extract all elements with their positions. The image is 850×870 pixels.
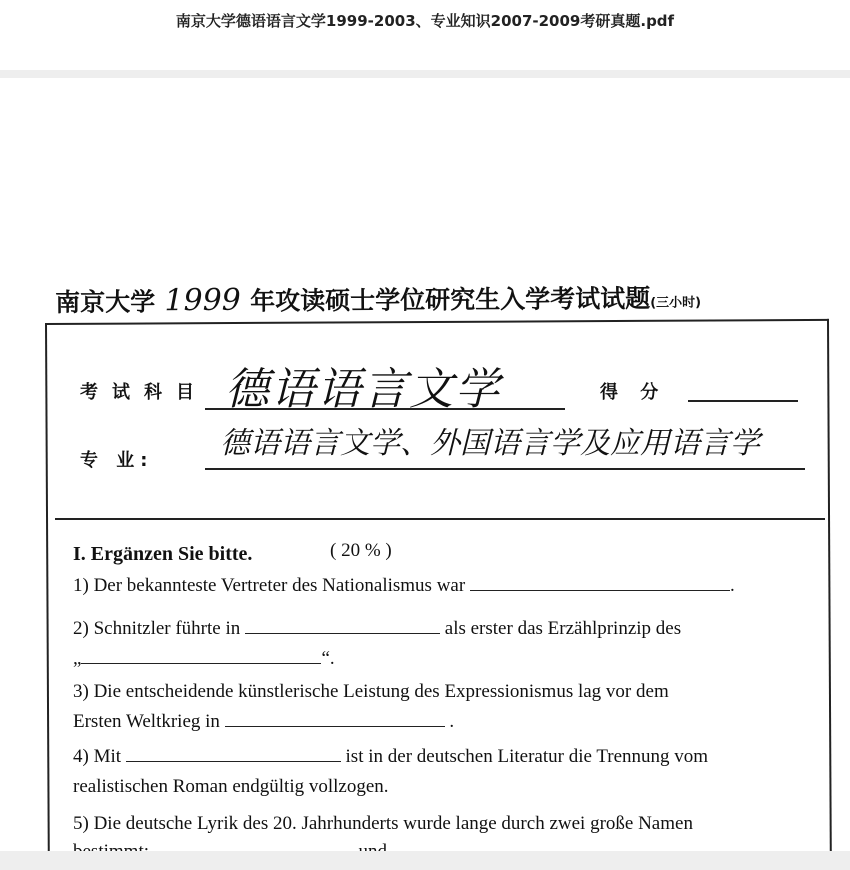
question-3 <box>73 681 669 703</box>
subject-underline <box>205 408 565 410</box>
quote-open: „ <box>73 648 82 669</box>
university-name: 南京大学 <box>55 287 156 317</box>
page-gap-bottom <box>0 851 850 870</box>
question-2-text: 2) Schnitzler führte in <box>73 618 241 639</box>
question-3-text: 3) Die entscheidende künstlerische Leistung des Expressionismus lag vor dem <box>73 681 669 702</box>
question-1-end: . <box>729 575 735 596</box>
major-label: 专 业: <box>80 450 154 471</box>
major-handwritten: 德语语言文学、外国语言学及应用语言学 <box>220 426 760 461</box>
subject-handwritten: 德语语言文学 <box>225 364 501 415</box>
header-separator <box>55 518 825 520</box>
section-title: I. Ergänzen Sie bitte. <box>73 543 253 565</box>
document-filename: 南京大学德语语言文学1999-2003、专业知识2007-2009考研真题.pdf <box>175 12 675 30</box>
page-gap-top <box>0 70 850 78</box>
question-5 <box>73 813 693 835</box>
question-4-text: 4) Mit <box>73 746 122 767</box>
question-2-cont: als erster das Erzählprinzip des <box>444 618 682 639</box>
major-underline <box>205 468 805 470</box>
blank <box>81 663 321 664</box>
score-underline <box>688 400 798 402</box>
blank <box>470 590 730 591</box>
question-1 <box>73 575 735 597</box>
exam-duration: (三小时) <box>650 295 702 311</box>
exam-heading-text: 年攻读硕士学位研究生入学考试试题 <box>250 283 651 316</box>
exam-heading <box>55 278 835 319</box>
question-4-line2 <box>73 776 389 798</box>
question-4-cont: ist in der deutschen Literatur die Trennung vom <box>345 746 709 767</box>
pdf-page <box>0 78 850 851</box>
subject-label: 考试科目 <box>80 382 208 403</box>
question-4 <box>73 746 708 768</box>
quote-close: “. <box>321 648 335 669</box>
score-label: 得 分 <box>600 382 667 403</box>
blank <box>245 633 440 634</box>
blank <box>225 726 445 727</box>
blank <box>126 761 341 762</box>
question-3-cont: Ersten Weltkrieg in <box>73 711 220 732</box>
question-5-text: 5) Die deutsche Lyrik des 20. Jahrhunderts wurde lange durch zwei große Namen <box>73 813 693 834</box>
question-2-line2 <box>73 648 335 670</box>
handwritten-year: 1999 <box>164 282 241 319</box>
question-3-line2 <box>73 711 454 733</box>
section-points: ( 20 % ) <box>330 540 392 561</box>
question-1-text: 1) Der bekannteste Vertreter des Nationalismus war <box>73 575 466 596</box>
viewer-title-bar <box>0 0 850 70</box>
question-2 <box>73 618 681 640</box>
question-3-end: . <box>449 711 455 732</box>
question-4-end: realistischen Roman endgültig vollzogen. <box>73 776 389 797</box>
